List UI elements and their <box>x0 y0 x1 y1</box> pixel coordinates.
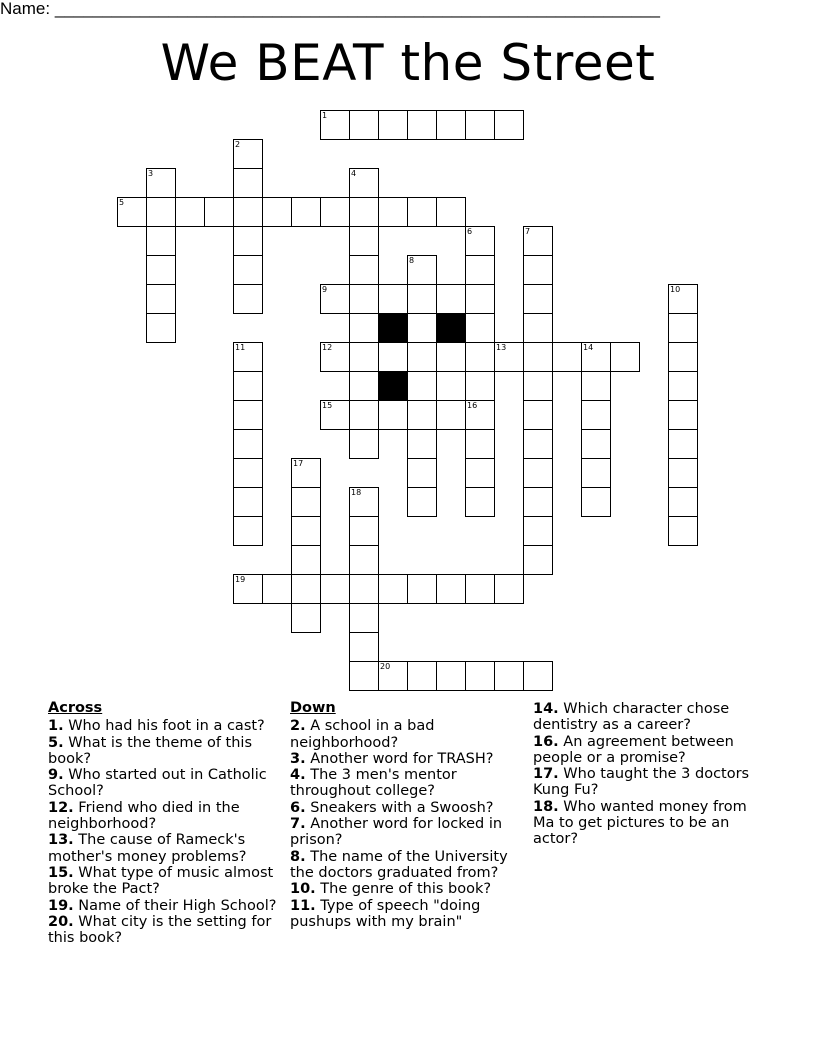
clue-item <box>290 767 515 800</box>
clue-number: 10. <box>290 881 316 898</box>
grid-cell[interactable] <box>407 342 437 372</box>
cell-number: 8 <box>409 256 415 265</box>
clue-number: 17. <box>533 766 559 783</box>
grid-cell[interactable] <box>349 284 379 314</box>
grid-cell[interactable] <box>523 371 553 401</box>
grid-cell[interactable] <box>668 284 698 314</box>
grid-cell[interactable] <box>436 284 466 314</box>
grid-cell[interactable] <box>146 197 176 227</box>
grid-cell[interactable] <box>465 313 495 343</box>
clue-text: The name of the University the doctors graduated from? <box>290 848 508 881</box>
grid-cell[interactable] <box>523 458 553 488</box>
clue-number: 7. <box>290 816 306 833</box>
grid-cell[interactable] <box>552 342 582 372</box>
clue-number: 16. <box>533 733 559 750</box>
grid-cell[interactable] <box>233 400 263 430</box>
grid-cell[interactable] <box>581 487 611 517</box>
clue-text: The genre of this book? <box>320 881 492 898</box>
grid-cell[interactable] <box>320 284 350 314</box>
clue-text: An agreement between people or a promise? <box>533 733 734 766</box>
grid-cell[interactable] <box>233 429 263 459</box>
grid-block <box>378 313 408 343</box>
grid-cell[interactable] <box>175 197 205 227</box>
grid-cell[interactable] <box>233 139 263 169</box>
cell-number: 19 <box>235 575 246 584</box>
grid-cell[interactable] <box>465 574 495 604</box>
clue-text: Who taught the 3 doctors Kung Fu? <box>533 766 750 799</box>
cell-number: 6 <box>467 227 473 236</box>
cell-number: 15 <box>322 401 333 410</box>
grid-cell[interactable] <box>668 371 698 401</box>
grid-cell[interactable] <box>581 342 611 372</box>
clue-number: 4. <box>290 767 306 784</box>
clue-number: 13. <box>48 832 74 849</box>
cell-number: 5 <box>119 198 125 207</box>
clue-text: What city is the setting for this book? <box>48 913 272 947</box>
grid-cell[interactable] <box>349 226 379 256</box>
grid-cell[interactable] <box>436 574 466 604</box>
grid-cell[interactable] <box>668 400 698 430</box>
clue-text: Who had his foot in a cast? <box>68 718 265 735</box>
grid-cell[interactable] <box>668 429 698 459</box>
grid-cell[interactable] <box>407 574 437 604</box>
cell-number: 2 <box>235 140 241 149</box>
grid-cell[interactable] <box>581 429 611 459</box>
cell-number: 11 <box>235 343 246 352</box>
grid-cell[interactable] <box>523 255 553 285</box>
clue-number: 5. <box>48 734 64 751</box>
grid-cell[interactable] <box>407 661 437 691</box>
grid-cell[interactable] <box>436 197 466 227</box>
grid-cell[interactable] <box>407 371 437 401</box>
across-heading: Across <box>48 700 103 716</box>
cell-number: 13 <box>496 343 507 352</box>
grid-cell[interactable] <box>233 487 263 517</box>
down-heading: Down <box>290 700 336 716</box>
cell-number: 16 <box>467 401 478 410</box>
grid-cell[interactable] <box>146 313 176 343</box>
clue-item <box>48 865 280 898</box>
clue-number: 15. <box>48 864 74 881</box>
grid-cell[interactable] <box>378 197 408 227</box>
grid-cell[interactable] <box>494 661 524 691</box>
clue-number: 14. <box>533 701 559 717</box>
grid-cell[interactable] <box>668 516 698 546</box>
clue-number: 19. <box>48 897 74 914</box>
cell-number: 4 <box>351 169 357 178</box>
grid-cell[interactable] <box>349 342 379 372</box>
grid-cell[interactable] <box>581 371 611 401</box>
grid-cell[interactable] <box>523 313 553 343</box>
name-blank-line: ________________________________________________________________ <box>54 0 660 18</box>
grid-cell[interactable] <box>320 574 350 604</box>
grid-cell[interactable] <box>436 400 466 430</box>
grid-cell[interactable] <box>407 458 437 488</box>
cell-number: 20 <box>380 662 391 671</box>
clue-text: Who started out in Catholic School? <box>48 767 267 800</box>
clue-item <box>290 849 515 882</box>
grid-cell[interactable] <box>291 574 321 604</box>
grid-cell[interactable] <box>523 487 553 517</box>
clue-item <box>533 734 761 767</box>
grid-cell[interactable] <box>465 284 495 314</box>
down-clues <box>290 700 515 930</box>
grid-cell[interactable] <box>349 487 379 517</box>
cell-number: 14 <box>583 343 594 352</box>
grid-cell[interactable] <box>378 342 408 372</box>
clue-item <box>48 718 280 734</box>
clue-text: The 3 men's mentor throughout college? <box>290 767 457 800</box>
grid-cell[interactable] <box>523 400 553 430</box>
clue-text: Type of speech "doing pushups with my brain" <box>290 897 481 930</box>
clue-text: Another word for TRASH? <box>310 750 494 767</box>
grid-cell[interactable] <box>349 429 379 459</box>
grid-cell[interactable] <box>349 661 379 691</box>
grid-cell[interactable] <box>233 284 263 314</box>
grid-cell[interactable] <box>349 400 379 430</box>
name-label: Name: <box>0 0 51 18</box>
grid-cell[interactable] <box>407 429 437 459</box>
clue-number: 12. <box>48 799 74 816</box>
clue-text: A school in a bad neighborhood? <box>290 718 435 751</box>
clue-item <box>290 800 515 816</box>
down-clues-continued <box>533 701 761 848</box>
clue-item <box>48 767 280 800</box>
clue-text: Name of their High School? <box>78 897 277 914</box>
grid-cell[interactable] <box>523 661 553 691</box>
grid-cell[interactable] <box>262 574 292 604</box>
clue-item <box>48 898 280 914</box>
clue-text: Sneakers with a Swoosh? <box>310 799 494 816</box>
clue-number: 20. <box>48 913 74 930</box>
cell-number: 1 <box>322 111 328 120</box>
grid-cell[interactable] <box>233 371 263 401</box>
clue-text: What type of music almost broke the Pact? <box>48 864 274 898</box>
grid-cell[interactable] <box>407 110 437 140</box>
grid-cell[interactable] <box>291 603 321 633</box>
clue-number: 11. <box>290 897 316 914</box>
grid-cell[interactable] <box>146 168 176 198</box>
grid-cell[interactable] <box>465 458 495 488</box>
cell-number: 10 <box>670 285 681 294</box>
clue-number: 3. <box>290 750 306 767</box>
clue-item <box>290 751 515 767</box>
grid-cell[interactable] <box>378 661 408 691</box>
grid-cell[interactable] <box>436 110 466 140</box>
grid-cell[interactable] <box>407 197 437 227</box>
cell-number: 17 <box>293 459 304 468</box>
grid-cell[interactable] <box>581 458 611 488</box>
grid-cell[interactable] <box>465 110 495 140</box>
grid-cell[interactable] <box>233 574 263 604</box>
across-clues <box>48 700 280 946</box>
grid-cell[interactable] <box>204 197 234 227</box>
clue-number: 9. <box>48 767 64 784</box>
clue-item <box>533 701 761 734</box>
cell-number: 7 <box>525 227 531 236</box>
grid-cell[interactable] <box>465 371 495 401</box>
clue-number: 2. <box>290 718 306 735</box>
clue-number: 8. <box>290 848 306 865</box>
grid-cell[interactable] <box>117 197 147 227</box>
grid-cell[interactable] <box>320 197 350 227</box>
grid-cell[interactable] <box>349 632 379 662</box>
grid-cell[interactable] <box>523 429 553 459</box>
grid-cell[interactable] <box>494 342 524 372</box>
grid-cell[interactable] <box>233 255 263 285</box>
grid-cell[interactable] <box>349 255 379 285</box>
grid-cell[interactable] <box>320 110 350 140</box>
grid-cell[interactable] <box>378 574 408 604</box>
grid-cell[interactable] <box>378 110 408 140</box>
grid-cell[interactable] <box>349 516 379 546</box>
clue-number: 18. <box>533 798 559 815</box>
clue-item <box>290 881 515 897</box>
grid-cell[interactable] <box>146 255 176 285</box>
grid-cell[interactable] <box>349 603 379 633</box>
grid-cell[interactable] <box>262 197 292 227</box>
grid-cell[interactable] <box>291 487 321 517</box>
clue-item <box>48 914 280 947</box>
grid-cell[interactable] <box>349 574 379 604</box>
grid-cell[interactable] <box>233 342 263 372</box>
grid-cell[interactable] <box>349 168 379 198</box>
grid-block <box>378 371 408 401</box>
grid-cell[interactable] <box>349 313 379 343</box>
grid-cell[interactable] <box>349 110 379 140</box>
clue-item <box>290 718 515 751</box>
grid-cell[interactable] <box>349 371 379 401</box>
grid-cell[interactable] <box>291 516 321 546</box>
grid-cell[interactable] <box>291 458 321 488</box>
clue-item <box>533 766 761 799</box>
grid-cell[interactable] <box>465 487 495 517</box>
grid-cell[interactable] <box>233 516 263 546</box>
clue-number: 6. <box>290 799 306 816</box>
grid-cell[interactable] <box>523 226 553 256</box>
clue-text: Another word for locked in prison? <box>290 816 503 849</box>
cell-number: 3 <box>148 169 154 178</box>
grid-cell[interactable] <box>581 400 611 430</box>
clue-item <box>48 735 280 768</box>
grid-cell[interactable] <box>523 545 553 575</box>
cell-number: 12 <box>322 343 333 352</box>
clue-text: Friend who died in the neighborhood? <box>48 799 240 833</box>
grid-cell[interactable] <box>349 197 379 227</box>
grid-cell[interactable] <box>465 255 495 285</box>
grid-cell[interactable] <box>668 458 698 488</box>
grid-cell[interactable] <box>407 487 437 517</box>
grid-cell[interactable] <box>233 197 263 227</box>
grid-cell[interactable] <box>668 487 698 517</box>
clue-item <box>48 832 280 865</box>
grid-cell[interactable] <box>523 342 553 372</box>
grid-cell[interactable] <box>378 284 408 314</box>
grid-cell[interactable] <box>407 255 437 285</box>
clue-text: What is the theme of this book? <box>48 734 253 767</box>
cell-number: 18 <box>351 488 362 497</box>
clue-item <box>48 800 280 833</box>
grid-cell[interactable] <box>349 545 379 575</box>
grid-cell[interactable] <box>233 458 263 488</box>
clue-text: The cause of Rameck's mother's money problems? <box>48 832 247 865</box>
grid-cell[interactable] <box>320 342 350 372</box>
clue-text: Which character chose dentistry as a career? <box>533 701 730 734</box>
clue-item <box>533 799 761 848</box>
grid-cell[interactable] <box>610 342 640 372</box>
grid-cell[interactable] <box>465 226 495 256</box>
clue-item <box>290 898 515 931</box>
grid-cell[interactable] <box>436 661 466 691</box>
grid-cell[interactable] <box>407 313 437 343</box>
clue-number: 1. <box>48 718 64 735</box>
grid-block <box>436 313 466 343</box>
grid-cell[interactable] <box>146 284 176 314</box>
grid-cell[interactable] <box>407 400 437 430</box>
grid-cell[interactable] <box>233 168 263 198</box>
clue-text: Who wanted money from Ma to get pictures to be an actor? <box>533 798 747 848</box>
grid-cell[interactable] <box>320 400 350 430</box>
grid-cell[interactable] <box>407 284 437 314</box>
page-title: We BEAT the Street <box>160 34 656 92</box>
clue-item <box>290 816 515 849</box>
grid-cell[interactable] <box>668 313 698 343</box>
grid-cell[interactable] <box>523 516 553 546</box>
grid-cell[interactable] <box>465 400 495 430</box>
grid-cell[interactable] <box>291 197 321 227</box>
grid-cell[interactable] <box>465 342 495 372</box>
cell-number: 9 <box>322 285 328 294</box>
grid-cell[interactable] <box>494 574 524 604</box>
grid-cell[interactable] <box>146 226 176 256</box>
grid-cell[interactable] <box>523 284 553 314</box>
grid-cell[interactable] <box>668 342 698 372</box>
grid-cell[interactable] <box>436 342 466 372</box>
grid-cell[interactable] <box>291 545 321 575</box>
grid-cell[interactable] <box>494 110 524 140</box>
grid-cell[interactable] <box>465 661 495 691</box>
grid-cell[interactable] <box>233 226 263 256</box>
grid-cell[interactable] <box>378 400 408 430</box>
grid-cell[interactable] <box>465 429 495 459</box>
